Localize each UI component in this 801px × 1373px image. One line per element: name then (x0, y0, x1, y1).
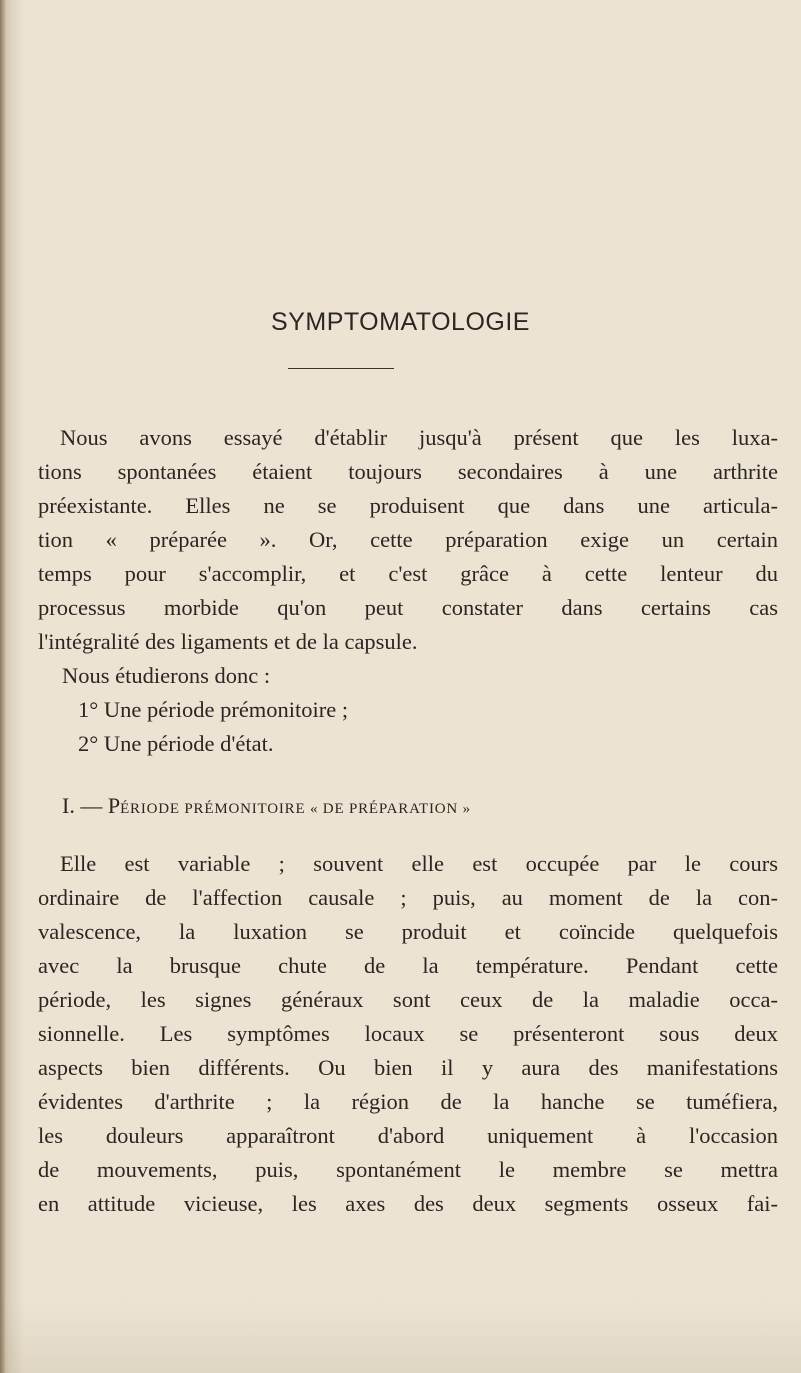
section-title-initial: P (107, 793, 121, 818)
section-title-rest: ÉRIODE PRÉMONITOIRE « DE PRÉPARATION » (120, 801, 471, 817)
text-line: valescence, la luxation se produit et coïncide quelquefois (38, 919, 778, 944)
intro-paragraph (38, 421, 778, 659)
text-line: préexistante. Elles ne se produisent que dans une articula- (38, 493, 778, 518)
page-title: SYMPTOMATOLOGIE (271, 308, 530, 336)
text-line: tion « préparée ». Or, cette préparation exige un certain (38, 527, 778, 552)
text-line: Nous avons essayé d'établir jusqu'à présent que les luxa- (60, 425, 778, 450)
section-heading (62, 793, 471, 819)
text-line: temps pour s'accomplir, et c'est grâce à cette lenteur du (38, 561, 778, 586)
binding-gutter (0, 0, 6, 1373)
text-line: période, les signes généraux sont ceux de la maladie occa- (38, 987, 778, 1012)
text-line: en attitude vicieuse, les axes des deux segments osseux fai- (38, 1191, 778, 1216)
text-line: Elle est variable ; souvent elle est occupée par le cours (60, 851, 778, 876)
text-line: tions spontanées étaient toujours secondaires à une arthrite (38, 459, 778, 484)
text-line: aspects bien différents. Ou bien il y aura des manifestations (38, 1055, 778, 1080)
text-line: de mouvements, puis, spontanément le membre se mettra (38, 1157, 778, 1182)
title-rule (288, 368, 394, 369)
section-number: I. — (62, 793, 103, 818)
text-line: processus morbide qu'on peut constater dans certains cas (38, 595, 778, 620)
text-line: évidentes d'arthrite ; la région de la hanche se tuméfiera, (38, 1089, 778, 1114)
text-line: sionnelle. Les symptômes locaux se présenteront sous deux (38, 1021, 778, 1046)
text-line: les douleurs apparaîtront d'abord uniquement à l'occasion (38, 1123, 778, 1148)
text-line: ordinaire de l'affection causale ; puis, au moment de la con- (38, 885, 778, 910)
plan-item-1: 1° Une période prémonitoire ; (78, 697, 349, 722)
text-line: l'intégralité des ligaments et de la capsule. (38, 629, 418, 654)
text-line: avec la brusque chute de la température. Pendant cette (38, 953, 778, 978)
section-paragraph (38, 847, 778, 1221)
plan-item-2: 2° Une période d'état. (78, 731, 274, 756)
plan-intro: Nous étudierons donc : (62, 663, 271, 688)
